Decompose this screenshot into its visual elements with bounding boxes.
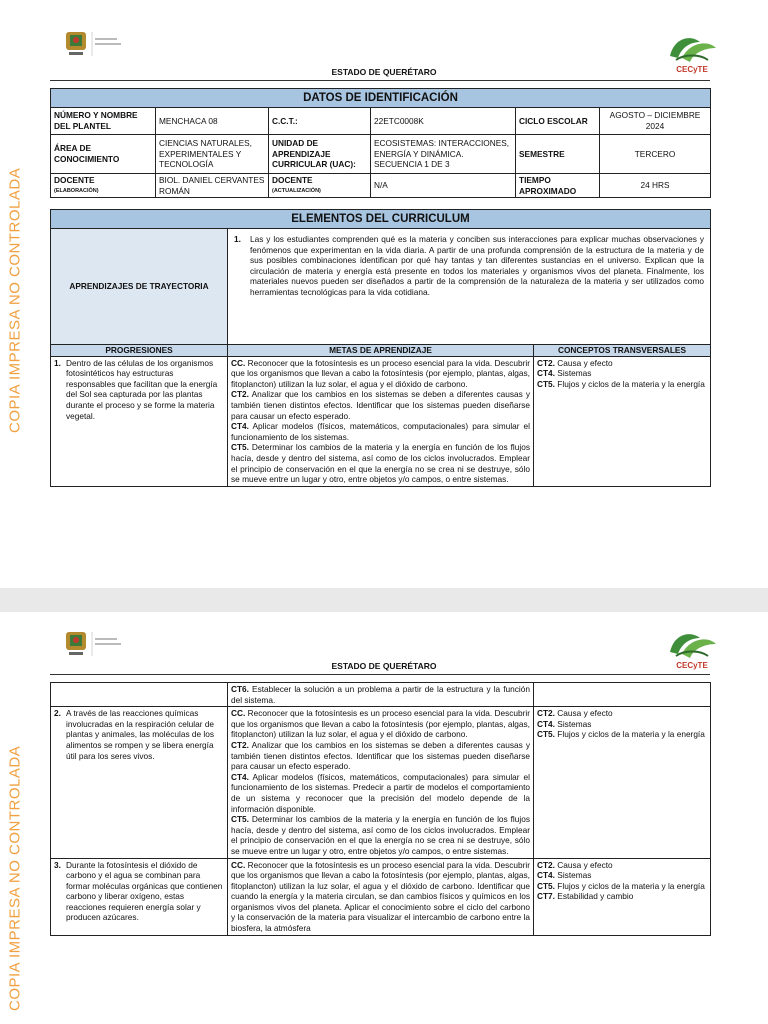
conceptos-cell — [534, 683, 711, 707]
watermark: COPIA IMPRESA NO CONTROLADA — [6, 167, 24, 433]
docente-act-sub: (ACTUALIZACIÓN) — [272, 187, 321, 194]
progresion-text: Dentro de las células de los organismos fotosintéticos hay estructuras responsables que facilitan que la energía del Sol sea capturada por las plantas durante el proceso y se forme la materia vegetal. — [66, 357, 218, 421]
concepto-text: Estabilidad y cambio — [554, 891, 634, 902]
tiempo-value: 24 HRS — [600, 174, 711, 198]
progresion-cell — [51, 858, 228, 935]
meta-text: Determinar los cambios de la materia y la energía en función de los flujos hacía, desde y dentro del sistema, así como de los ciclos involucrados. Emplear el principio de conservación en el que la energía no se crea ni se destruye, sólo se mueve entre un lugar y otro, entre objetos y/o campos, o entre sistemas. — [231, 814, 530, 856]
concepto-code: CT4. — [537, 870, 555, 881]
docente-elab-cell — [51, 174, 156, 198]
docente-elab-sub: (ELABORACIÓN) — [54, 187, 99, 194]
meta-code: CT2. — [231, 389, 249, 400]
area-label: ÁREA DE CONOCIMIENTO — [51, 135, 156, 174]
ciclo-value: AGOSTO – DICIEMBRE 2024 — [600, 108, 711, 135]
watermark: COPIA IMPRESA NO CONTROLADA — [6, 745, 24, 1011]
meta-code: CT4. — [231, 421, 249, 432]
concepto-code: CT5. — [537, 378, 555, 389]
queretaro-coat-of-arms-logo — [62, 26, 132, 64]
concepto-code: CT2. — [537, 859, 555, 870]
table-row — [51, 356, 711, 486]
metas-cell — [228, 707, 534, 858]
concepto-text: Causa y efecto — [554, 708, 613, 719]
metas-cell — [228, 683, 534, 707]
identification-table — [50, 88, 711, 198]
table-row — [51, 683, 711, 707]
concepto-code: CT5. — [537, 880, 555, 891]
curriculum-table-continued — [50, 682, 711, 936]
aprendizaje-num: 1. — [234, 234, 241, 244]
uac-label: UNIDAD DE APRENDIZAJE CURRICULAR (UAC): — [269, 135, 371, 174]
metas-cell — [228, 858, 534, 935]
meta-text: Aplicar modelos (físicos, matemáticos, computacionales) para simular el funcionamiento de los sistemas. — [231, 421, 530, 442]
document-page-2 — [0, 612, 768, 1024]
semestre-value: TERCERO — [600, 135, 711, 174]
conceptos-cell — [534, 707, 711, 858]
concepto-text: Causa y efecto — [554, 357, 613, 368]
plantel-label: NÚMERO Y NOMBRE DEL PLANTEL — [51, 108, 156, 135]
aprendizaje-text: Las y los estudiantes comprenden qué es la materia y conciben sus interacciones para explicar muchas observaciones y fenómenos que experimentan en la vida diaria. A partir de una profunda comprensión de la estructura de la materia y de sus posibles combinaciones identifican por qué hay tantas y tan diferentes sustancias en el universo. Explican que la circulación de materia y energía está presente en todos los materiales y organismos vivos del planeta. Finalmente, los materiales nuevos pueden ser diseñados a partir de la comprensión de la naturaleza de la materia y ser utilizados como herramientas tecnológicas para la vida cotidiana. — [250, 234, 704, 297]
docente-act-label: DOCENTE — [272, 175, 313, 185]
conceptos-cell — [534, 858, 711, 935]
aprendizajes-label: APRENDIZAJES DE TRAYECTORIA — [51, 229, 228, 345]
concepto-code: CT4. — [537, 718, 555, 729]
progresion-num: 1. — [54, 357, 61, 368]
state-title: ESTADO DE QUERÉTARO — [331, 67, 437, 77]
col-progresiones: PROGRESIONES — [51, 345, 228, 357]
state-title: ESTADO DE QUERÉTARO — [331, 661, 437, 671]
meta-text: Reconocer que la fotosíntesis es un proceso esencial para la vida. Descubrir que los organismos que llevan a cabo la fotosíntesis (por ejemplo, plantas, algas, fitoplancton) utilizan la luz solar, el agua y el dióxido de carbono. — [231, 708, 530, 740]
docente-act-value: N/A — [371, 174, 516, 198]
svg-text:CECyTE: CECyTE — [676, 65, 708, 74]
concepto-text: Flujos y ciclos de la materia y la energía — [554, 729, 705, 740]
svg-text:CECyTE: CECyTE — [676, 661, 708, 670]
meta-code: CC. — [231, 859, 246, 870]
progresion-text: A través de las reacciones químicas involucradas en la respiración celular de plantas y animales, las moléculas de los alimentos se rompen y se libera energía útil para los seres vivos. — [66, 708, 215, 761]
concepto-code: CT4. — [537, 368, 555, 379]
meta-text: Reconocer que la fotosíntesis es un proceso esencial para la vida. Descubrir que los organismos que llevan a cabo la fotosíntesis (por ejemplo, plantas, algas, fitoplancton) utilizan la luz solar, el agua y el dióxido de carbono. Identificar que cuando la energía y la materia circulan, se dan cambios físicos y químicos en los organismos vivos del planeta. Aplicar el conocimiento sobre el ciclo del carbono y la conservación de la materia para visualizar el intercambio de carbono entre la biosfera, la atmósfera — [231, 859, 530, 934]
meta-text: Reconocer que la fotosíntesis es un proceso esencial para la vida. Descubrir que los organismos que llevan a cabo la fotosíntesis (por ejemplo, plantas, algas, fitoplancton) utilizan la luz solar, el agua y el dióxido de carbono. — [231, 357, 530, 389]
area-value: CIENCIAS NATURALES, EXPERIMENTALES Y TECNOLOGÍA — [156, 135, 269, 174]
table-row — [51, 858, 711, 935]
meta-text: Establecer la solución a un problema a partir de la estructura y la función del sistema. — [231, 684, 530, 705]
docente-act-cell — [269, 174, 371, 198]
concepto-text: Flujos y ciclos de la materia y la energía — [554, 378, 705, 389]
col-conceptos: CONCEPTOS TRANSVERSALES — [534, 345, 711, 357]
progresion-num: 3. — [54, 859, 61, 870]
concepto-text: Causa y efecto — [554, 859, 613, 870]
meta-text: Aplicar modelos (físicos, matemáticos, computacionales) para simular el funcionamiento de los sistemas. Predecir a partir de modelos el comportamiento de un sistema y reconocer que la precisión del modelo depende de la información disponible. — [231, 771, 530, 814]
concepto-code: CT5. — [537, 729, 555, 740]
semestre-label: SEMESTRE — [516, 135, 600, 174]
progresion-num: 2. — [54, 708, 61, 719]
progresion-text: Durante la fotosíntesis el dióxido de carbono y el agua se combinan para formar moléculas orgánicas que contienen carbono y liberar oxígeno, estas reacciones requieren energía solar y producen azúcares. — [66, 859, 223, 923]
queretaro-coat-of-arms-logo — [62, 626, 132, 664]
docente-elab-value: BIOL. DANIEL CERVANTES ROMÁN — [156, 174, 269, 198]
identification-title: DATOS DE IDENTIFICACIÓN — [51, 89, 711, 108]
meta-code: CC. — [231, 357, 246, 368]
plantel-value: MENCHACA 08 — [156, 108, 269, 135]
meta-code: CC. — [231, 708, 246, 719]
meta-text: Determinar los cambios de la materia y la energía en función de los flujos hacía, desde y dentro del sistema, así como de los ciclos involucrados. Emplear el principio de conservación en el que la energía no se crea ni se destruye, sólo se mueve entre un lugar y otro, entre objetos y/o campos, o entre sistemas. — [231, 442, 530, 485]
cct-value: 22ETC0008K — [371, 108, 516, 135]
docente-elab-label: DOCENTE — [54, 175, 95, 185]
tiempo-label: TIEMPO APROXIMADO — [516, 174, 600, 198]
curriculum-table — [50, 209, 711, 487]
concepto-code: CT7. — [537, 891, 555, 902]
cct-label: C.C.T.: — [269, 108, 371, 135]
progresion-cell — [51, 683, 228, 707]
concepto-code: CT2. — [537, 708, 555, 719]
meta-code: CT2. — [231, 739, 249, 750]
header-divider — [50, 80, 710, 81]
meta-text: Analizar que los cambios en los sistemas se deben a diferentes causas y también tienen distintos efectos. Identificar que los sistemas pueden diseñarse para causar un efecto esperado. — [231, 739, 530, 772]
concepto-text: Flujos y ciclos de la materia y la energía — [554, 880, 705, 891]
ciclo-label: CICLO ESCOLAR — [516, 108, 600, 135]
meta-text: Analizar que los cambios en los sistemas se deben a diferentes causas y también tienen distintos efectos. Identificar que los sistemas pueden diseñarse para causar un efecto esperado. — [231, 389, 530, 421]
curriculum-title: ELEMENTOS DEL CURRICULUM — [51, 210, 711, 229]
concepto-code: CT2. — [537, 357, 555, 368]
meta-code: CT4. — [231, 771, 249, 782]
header-divider — [50, 674, 710, 675]
uac-value: ECOSISTEMAS: INTERACCIONES, ENERGÍA Y DINÁMICA. SECUENCIA 1 DE 3 — [371, 135, 516, 174]
meta-code: CT5. — [231, 442, 249, 453]
col-metas: METAS DE APRENDIZAJE — [228, 345, 534, 357]
concepto-text: Sistemas — [554, 368, 592, 379]
conceptos-cell — [534, 356, 711, 486]
table-row — [51, 707, 711, 858]
meta-code: CT6. — [231, 684, 249, 694]
progresion-cell — [51, 707, 228, 858]
progresion-cell — [51, 356, 228, 486]
meta-code: CT5. — [231, 814, 249, 825]
concepto-text: Sistemas — [554, 718, 592, 729]
metas-cell — [228, 356, 534, 486]
concepto-text: Sistemas — [554, 870, 592, 881]
aprendizaje-cell — [228, 229, 711, 345]
